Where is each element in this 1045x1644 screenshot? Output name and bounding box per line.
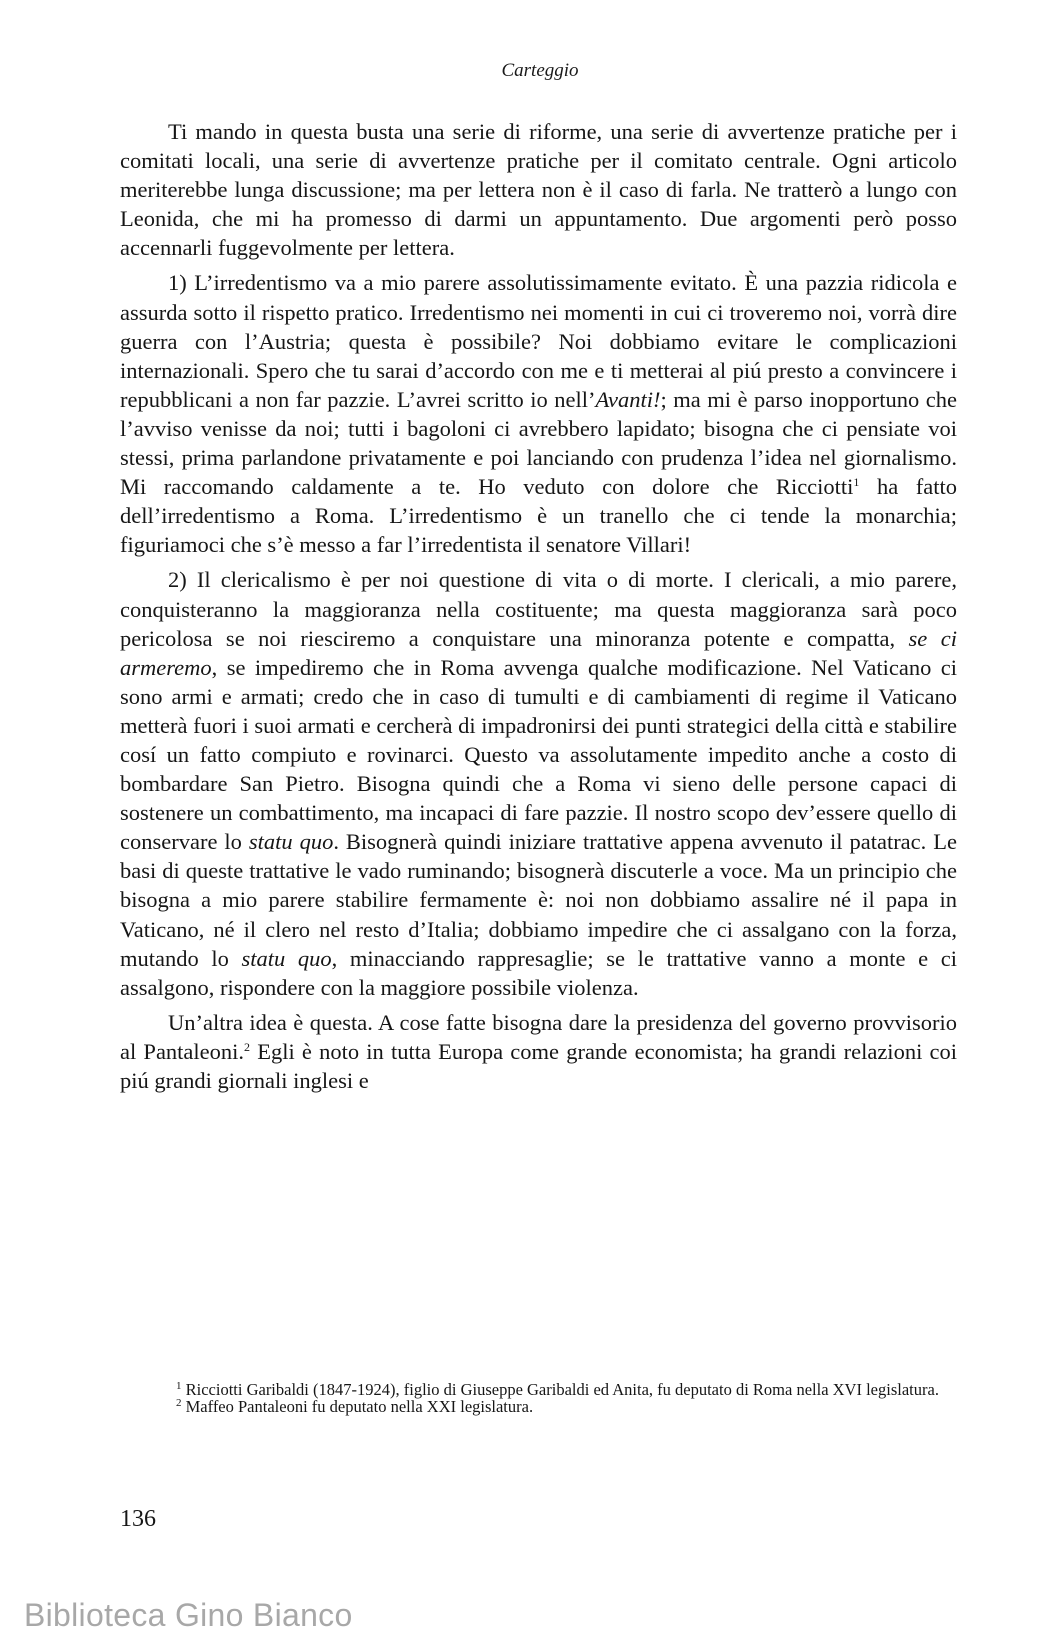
- paragraph-text: , minacciando rappresaglie; se le trattative vanno a monte e ci assalgono, rispondere con la maggiore possibile violenza.: [120, 945, 957, 1000]
- paragraph-clericalismo: [120, 565, 957, 1001]
- paragraph-text: ; ma mi è parso inopportuno che l’avviso venisse da noi; tutti i bagoloni ci avrebbero lapidato; bisogna che ci pensiate voi stessi, prima parlandone privatamente e poi lanciando con prudenza l’idea nel giornalismo. Mi raccomando caldamente a te. Ho veduto con dolore che Ricciotti: [120, 386, 957, 500]
- paragraph-text: Egli è noto in tutta Europa come grande economista; ha grandi relazioni coi piú grandi giornali inglesi e: [120, 1038, 957, 1093]
- library-watermark: Biblioteca Gino Bianco: [24, 1597, 353, 1633]
- footnote-2: [120, 1398, 957, 1415]
- paragraph-text: 1) L’irredentismo va a mio parere assolutissimamente evitato. È una pazzia ridicola e assurda sotto il rispetto pratico. Irredentismo nei momenti in cui ci troveremo noi, vorrà dire guerra con l’Austria; questa è possibile? Noi dobbiamo evitare le complicazioni internazionali. Spero che tu sarai d’accordo con me e ti metterai al piú presto a convincere i repubblicani a non far pazzie. L’avrei scritto io nell’: [120, 270, 957, 412]
- emphasis-text: se ci armeremo: [120, 625, 957, 680]
- paragraph-text: Un’altra idea è questa. A cose fatte bisogna dare la presidenza del governo provvisorio al Pantaleoni.: [120, 1009, 957, 1064]
- footnote-1: [120, 1381, 957, 1398]
- footnote-number: 2: [176, 1397, 182, 1409]
- emphasis-text: statu quo: [248, 829, 334, 855]
- footnote-ref-2[interactable]: 2: [244, 1039, 251, 1054]
- paragraph-text: 2) Il clericalismo è per noi questione di vita o di morte. I clericali, a mio parere, conquisteranno la maggioranza nella costituente; ma questa maggioranza sarà poco pericolosa se noi riesciremo a conquistare una minoranza potente e compatta,: [120, 567, 957, 651]
- paragraph-intro: [120, 117, 957, 262]
- newspaper-title: Avanti!: [595, 386, 661, 412]
- footnote-text: Maffeo Pantaleoni fu deputato nella XXI legislatura.: [185, 1397, 534, 1416]
- footnotes: [120, 1381, 957, 1415]
- page-number: 136: [120, 1506, 156, 1532]
- emphasis-text: statu quo: [241, 945, 332, 971]
- letter-body: [120, 117, 957, 1095]
- paragraph-irredentismo: [120, 268, 957, 559]
- footnote-text: Ricciotti Garibaldi (1847-1924), figlio di Giuseppe Garibaldi ed Anita, fu deputato di Roma nella XVI legislatura.: [185, 1380, 939, 1399]
- paragraph-text: , se impediremo che in Roma avvenga qualche modificazione. Nel Vaticano ci sono armi e armati; credo che in caso di tumulti e di cambiamenti di regime il Vaticano metterà fuori i suoi armati e cercherà di impadronirsi dei punti strategici della città e stabilire cosí un fatto compiuto e rovinarci. Questo va assolutamente impedito anche a costo di bombardare San Pietro. Bisogna quindi che a Roma vi sieno delle persone capaci di sostenere un combattimento, ma incapaci di fare pazzie. Il nostro scopo dev’essere quello di conservare lo: [120, 654, 957, 855]
- paragraph-text: ha fatto dell’irredentismo a Roma. L’irredentismo è un tranello che ci tende la monarchia; figuriamoci che s’è messo a far l’irredentista il senatore Villari!: [120, 474, 957, 558]
- running-head: Carteggio: [501, 60, 579, 81]
- paragraph-text: Ti mando in questa busta una serie di riforme, una serie di avvertenze pratiche per i comitati locali, una serie di avvertenze pratiche per il comitato centrale. Ogni articolo meriterebbe lunga discussione; ma per lettera non è il caso di farla. Ne tratterò a lungo con Leonida, che mi ha promesso di darmi un appuntamento. Due argomenti però posso accennarli fuggevolmente per lettera.: [120, 119, 957, 261]
- footnote-ref-1[interactable]: 1: [853, 475, 860, 490]
- footnote-number: 1: [176, 1380, 182, 1392]
- paragraph-text: . Bisognerà quindi iniziare trattative appena avvenuto il patatrac. Le basi di queste trattative le vado ruminando; bisognerà discuterle a voce. Ma un principio che bisogna a mio parere stabilire fermamente è: noi non dobbiamo assalire né il papa in Vaticano, né il clero nel resto d’Italia; dobbiamo impedire che ci assalgano con la forza, mutando lo: [120, 829, 957, 971]
- paragraph-pantaleoni: [120, 1008, 957, 1095]
